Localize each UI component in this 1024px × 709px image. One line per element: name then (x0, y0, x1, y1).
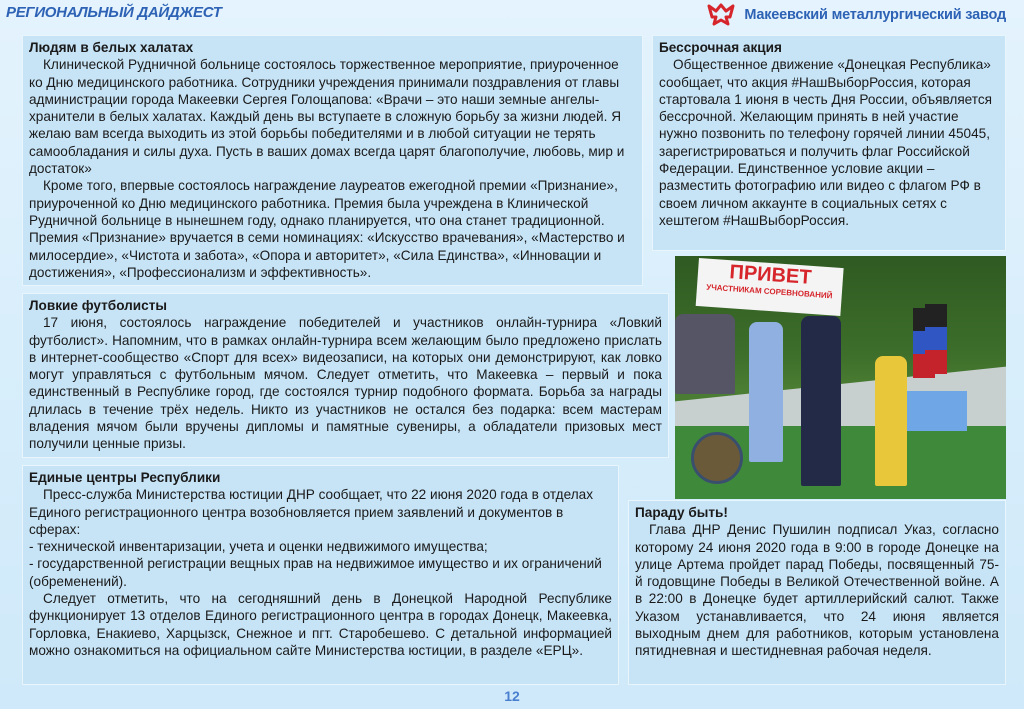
article-paragraph: Общественное движение «Донецкая Республика» сообщает, что акция #НашВыборРоссия, которая стартовала 1 июня в честь Дня России, объявляется бессрочной. Желающим принять в ней участие нужно позвонить по телефону горячей линии 45045, зарегистрироваться и получить флаг Российской Федерации. Единственное условие акции – разместить фотографию или видео с флагом РФ в своем личном аккаунте в социальных сетях с хештегом #НашВыборРоссия. (659, 57, 993, 228)
photo-banner (696, 258, 844, 316)
emblem-icon (691, 432, 743, 484)
article-title: Ловкие футболисты (29, 298, 167, 313)
photo-crowd (675, 314, 735, 394)
page-number: 12 (504, 688, 520, 704)
article-parade (628, 500, 1006, 685)
article-paragraph: - технической инвентаризации, учета и оценки недвижимого имущества; (29, 539, 488, 555)
article-doctors (22, 35, 643, 286)
company-logo (704, 3, 1006, 27)
article-title: Единые центры Республики (29, 470, 221, 485)
article-paragraph: Кроме того, впервые состоялось награждение лауреатов ежегодной премии «Признание», приуроченной ко Дню медицинского работника. Премия была учреждена в Клинической Рудничной больнице в нынешнем году, однако планируется, что она станет традиционной. Премия «Признание» вручается в семи номинациях: «Искусство врачевания», «Мастерство и милосердие», «Чистота и забота», «Опора и авторитет», «Сила Единства», «Инновации и достижения», «Профессионализм и эффективность». (29, 178, 625, 280)
flag-icon (925, 304, 947, 374)
banner-line-2: УЧАСТНИКАМ СОРЕВНОВАНИЙ (705, 282, 833, 301)
photo-person (749, 322, 783, 462)
article-title: Параду быть! (635, 505, 728, 520)
article-paragraph: 17 июня, состоялось награждение победителей и участников онлайн-турнира «Ловкий футболист». Напомним, что в рамках онлайн-турнира всем желающим было предложено прислать в интернет-сообщество «Спорт для всех» видеозаписи, на которых они демонстрируют, как ловко могут управляться с футбольным мячом. Следует отметить, что Макеевка – первый и пока единственный в Республике город, где состоялся турнир подобного формата. Борьба за награды длилась в течение трёх недель. Никто из участников не остался без подарка: всем мастерам владения мячом были вручены дипломы и памятные сувениры, а обладатели призовых мест получили ценные призы. (29, 315, 662, 452)
article-registration (22, 465, 619, 685)
digest-title: РЕГИОНАЛЬНЫЙ ДАЙДЖЕСТ (6, 4, 222, 21)
article-paragraph: Глава ДНР Денис Пушилин подписал Указ, согласно которому 24 июня 2020 года в 9:00 в городе Донецке на улице Артема пройдет парад Победы, посвященный 75-й годовщине Победы в Великой Отечественной войне. А в 22:00 в Донецке будет артиллерийский салют. Также Указом устанавливается, что 24 июня является выходным днем для работников, которым установлена пятидневная и шестидневная рабочая неделя. (635, 522, 999, 659)
article-paragraph: Клинической Рудничной больнице состоялось торжественное мероприятие, приуроченное ко Дню медицинского работника. Сотрудники учреждения принимали поздравления от главы администрации города Макеевки Сергея Голощапова: «Врачи – это наши земные ангелы-хранители в белых халатах. Каждый день вы вступаете в сложную борьбу за жизни людей. Я желаю вам всегда выходить из этой борьбы победителями и в любой ситуации не терять самообладания и силы духа. Пусть в ваших домах всегда царят благополучие, любовь, мир и достаток» (29, 57, 625, 177)
article-title: Людям в белых халатах (29, 40, 194, 55)
photo-table (907, 391, 967, 431)
article-paragraph: Пресс-служба Министерства юстиции ДНР сообщает, что 22 июня 2020 года в отделах Единого регистрационного центра возобновляется прием заявлений и документов в сферах: (29, 487, 593, 537)
article-title: Бессрочная акция (659, 40, 782, 55)
company-name: Макеевский металлургический завод (744, 7, 1006, 23)
photo-person (801, 316, 841, 486)
photo-person (875, 356, 907, 486)
award-ceremony-photo (675, 256, 1006, 499)
article-paragraph: Следует отметить, что на сегодняшний день в Донецкой Народной Республике функционирует 13 отделов Единого регистрационного центра в городах Донецк, Макеевка, Горловка, Енакиево, Харцызск, Снежное и пгт. Старобешево. С детальной информацией можно ознакомиться на официальном сайте Министерства юстиции, в разделе «ЕРЦ». (29, 591, 612, 658)
article-football (22, 293, 669, 458)
banner-line-1: ПРИВЕТ (728, 261, 813, 289)
mmz-logo-icon (704, 3, 738, 27)
article-campaign (652, 35, 1006, 251)
article-paragraph: - государственной регистрации вещных прав на недвижимое имущество и их ограничений (обременений). (29, 556, 602, 589)
